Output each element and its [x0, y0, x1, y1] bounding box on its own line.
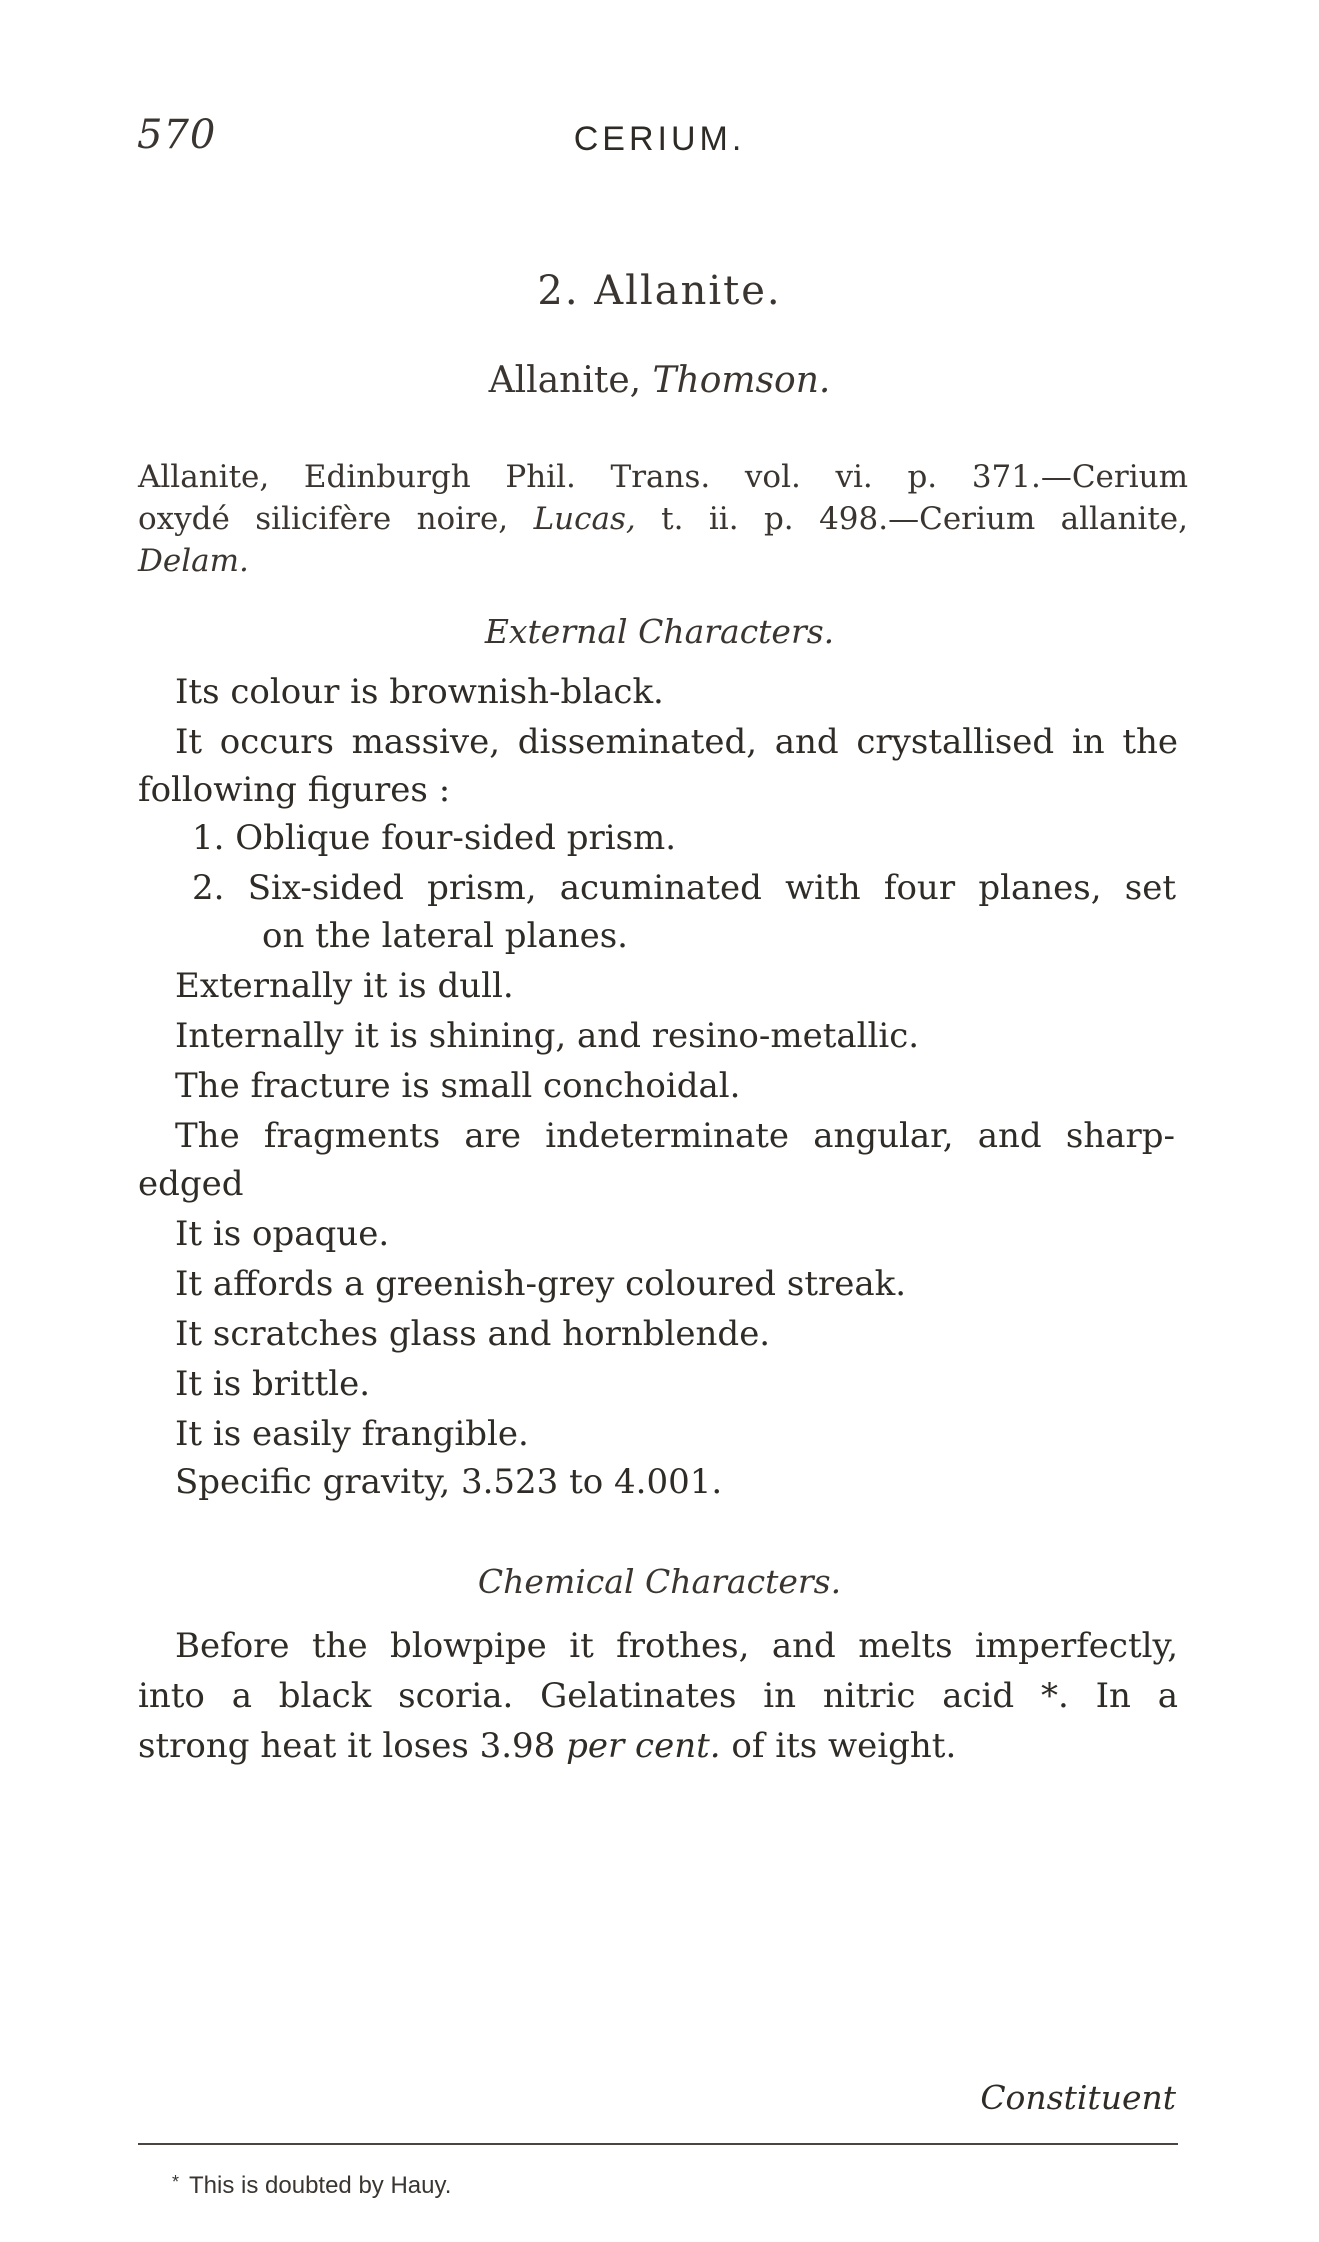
synonymy-line-2-text-b: t. ii. p. 498.—Cerium allanite, [635, 501, 1188, 537]
chemical-characters-heading: Chemical Characters. [477, 1562, 842, 1601]
text-line: It occurs massive, disseminated, and crystallised in the [175, 722, 1178, 762]
species-name: Allanite, [488, 360, 642, 401]
synonymy-paragraph [138, 456, 1188, 582]
list-item-continuation: on the lateral planes. [262, 916, 628, 956]
text-line: The fragments are indeterminate angular, and sharp- [175, 1116, 1175, 1156]
per-cent-italic: per cent. [566, 1726, 721, 1766]
synonymy-line-2 [138, 498, 1188, 540]
catchword: Constituent [980, 2078, 1176, 2117]
footnote-rule [138, 2143, 1178, 2145]
chemical-line-3-text-a: strong heat it loses 3.98 [138, 1726, 567, 1766]
text-line: Specific gravity, 3.523 to 4.001. [175, 1462, 723, 1502]
text-line: Internally it is shining, and resino-metallic. [175, 1016, 920, 1056]
list-item: 1. Oblique four-sided prism. [192, 818, 677, 858]
chemical-line-3-text-b: of its weight. [720, 1726, 957, 1766]
species-title [0, 360, 1319, 401]
text-line: Before the blowpipe it frothes, and melts imperfectly, [175, 1626, 1178, 1666]
synonymy-author-lucas: Lucas, [533, 501, 636, 537]
footnote [172, 2172, 451, 2200]
text-line: It scratches glass and hornblende. [175, 1314, 771, 1354]
text-line: It is opaque. [175, 1214, 390, 1254]
species-author: Thomson. [652, 360, 831, 401]
list-item: 2. Six-sided prism, acuminated with four planes, set [192, 868, 1176, 908]
external-characters-heading: External Characters. [484, 612, 835, 651]
text-line: It is brittle. [175, 1364, 371, 1404]
text-line: following figures : [138, 770, 451, 810]
text-line: The fracture is small conchoidal. [175, 1066, 741, 1106]
page-number: 570 [137, 112, 217, 158]
synonymy-line-1: Allanite, Edinburgh Phil. Trans. vol. vi. p. 371.—Cerium [138, 459, 1188, 495]
text-line: Its colour is brownish-black. [175, 672, 664, 712]
footnote-text: This is doubted by Hauy. [189, 2172, 452, 2199]
text-line: into a black scoria. Gelatinates in nitric acid *. In a [138, 1676, 1178, 1716]
text-line: edged [138, 1164, 244, 1204]
text-line [138, 1726, 956, 1766]
running-head: CERIUM. [573, 120, 746, 158]
footnote-mark: * [172, 2172, 180, 2192]
section-title: 2. Allanite. [537, 268, 782, 314]
text-line: Externally it is dull. [175, 966, 514, 1006]
synonymy-author-delam: Delam. [138, 543, 249, 579]
synonymy-line-3 [138, 540, 1188, 582]
text-line: It affords a greenish-grey coloured streak. [175, 1264, 907, 1304]
text-line: It is easily frangible. [175, 1414, 529, 1454]
synonymy-line-2-text-a: oxydé silicifère noire, [138, 501, 534, 537]
